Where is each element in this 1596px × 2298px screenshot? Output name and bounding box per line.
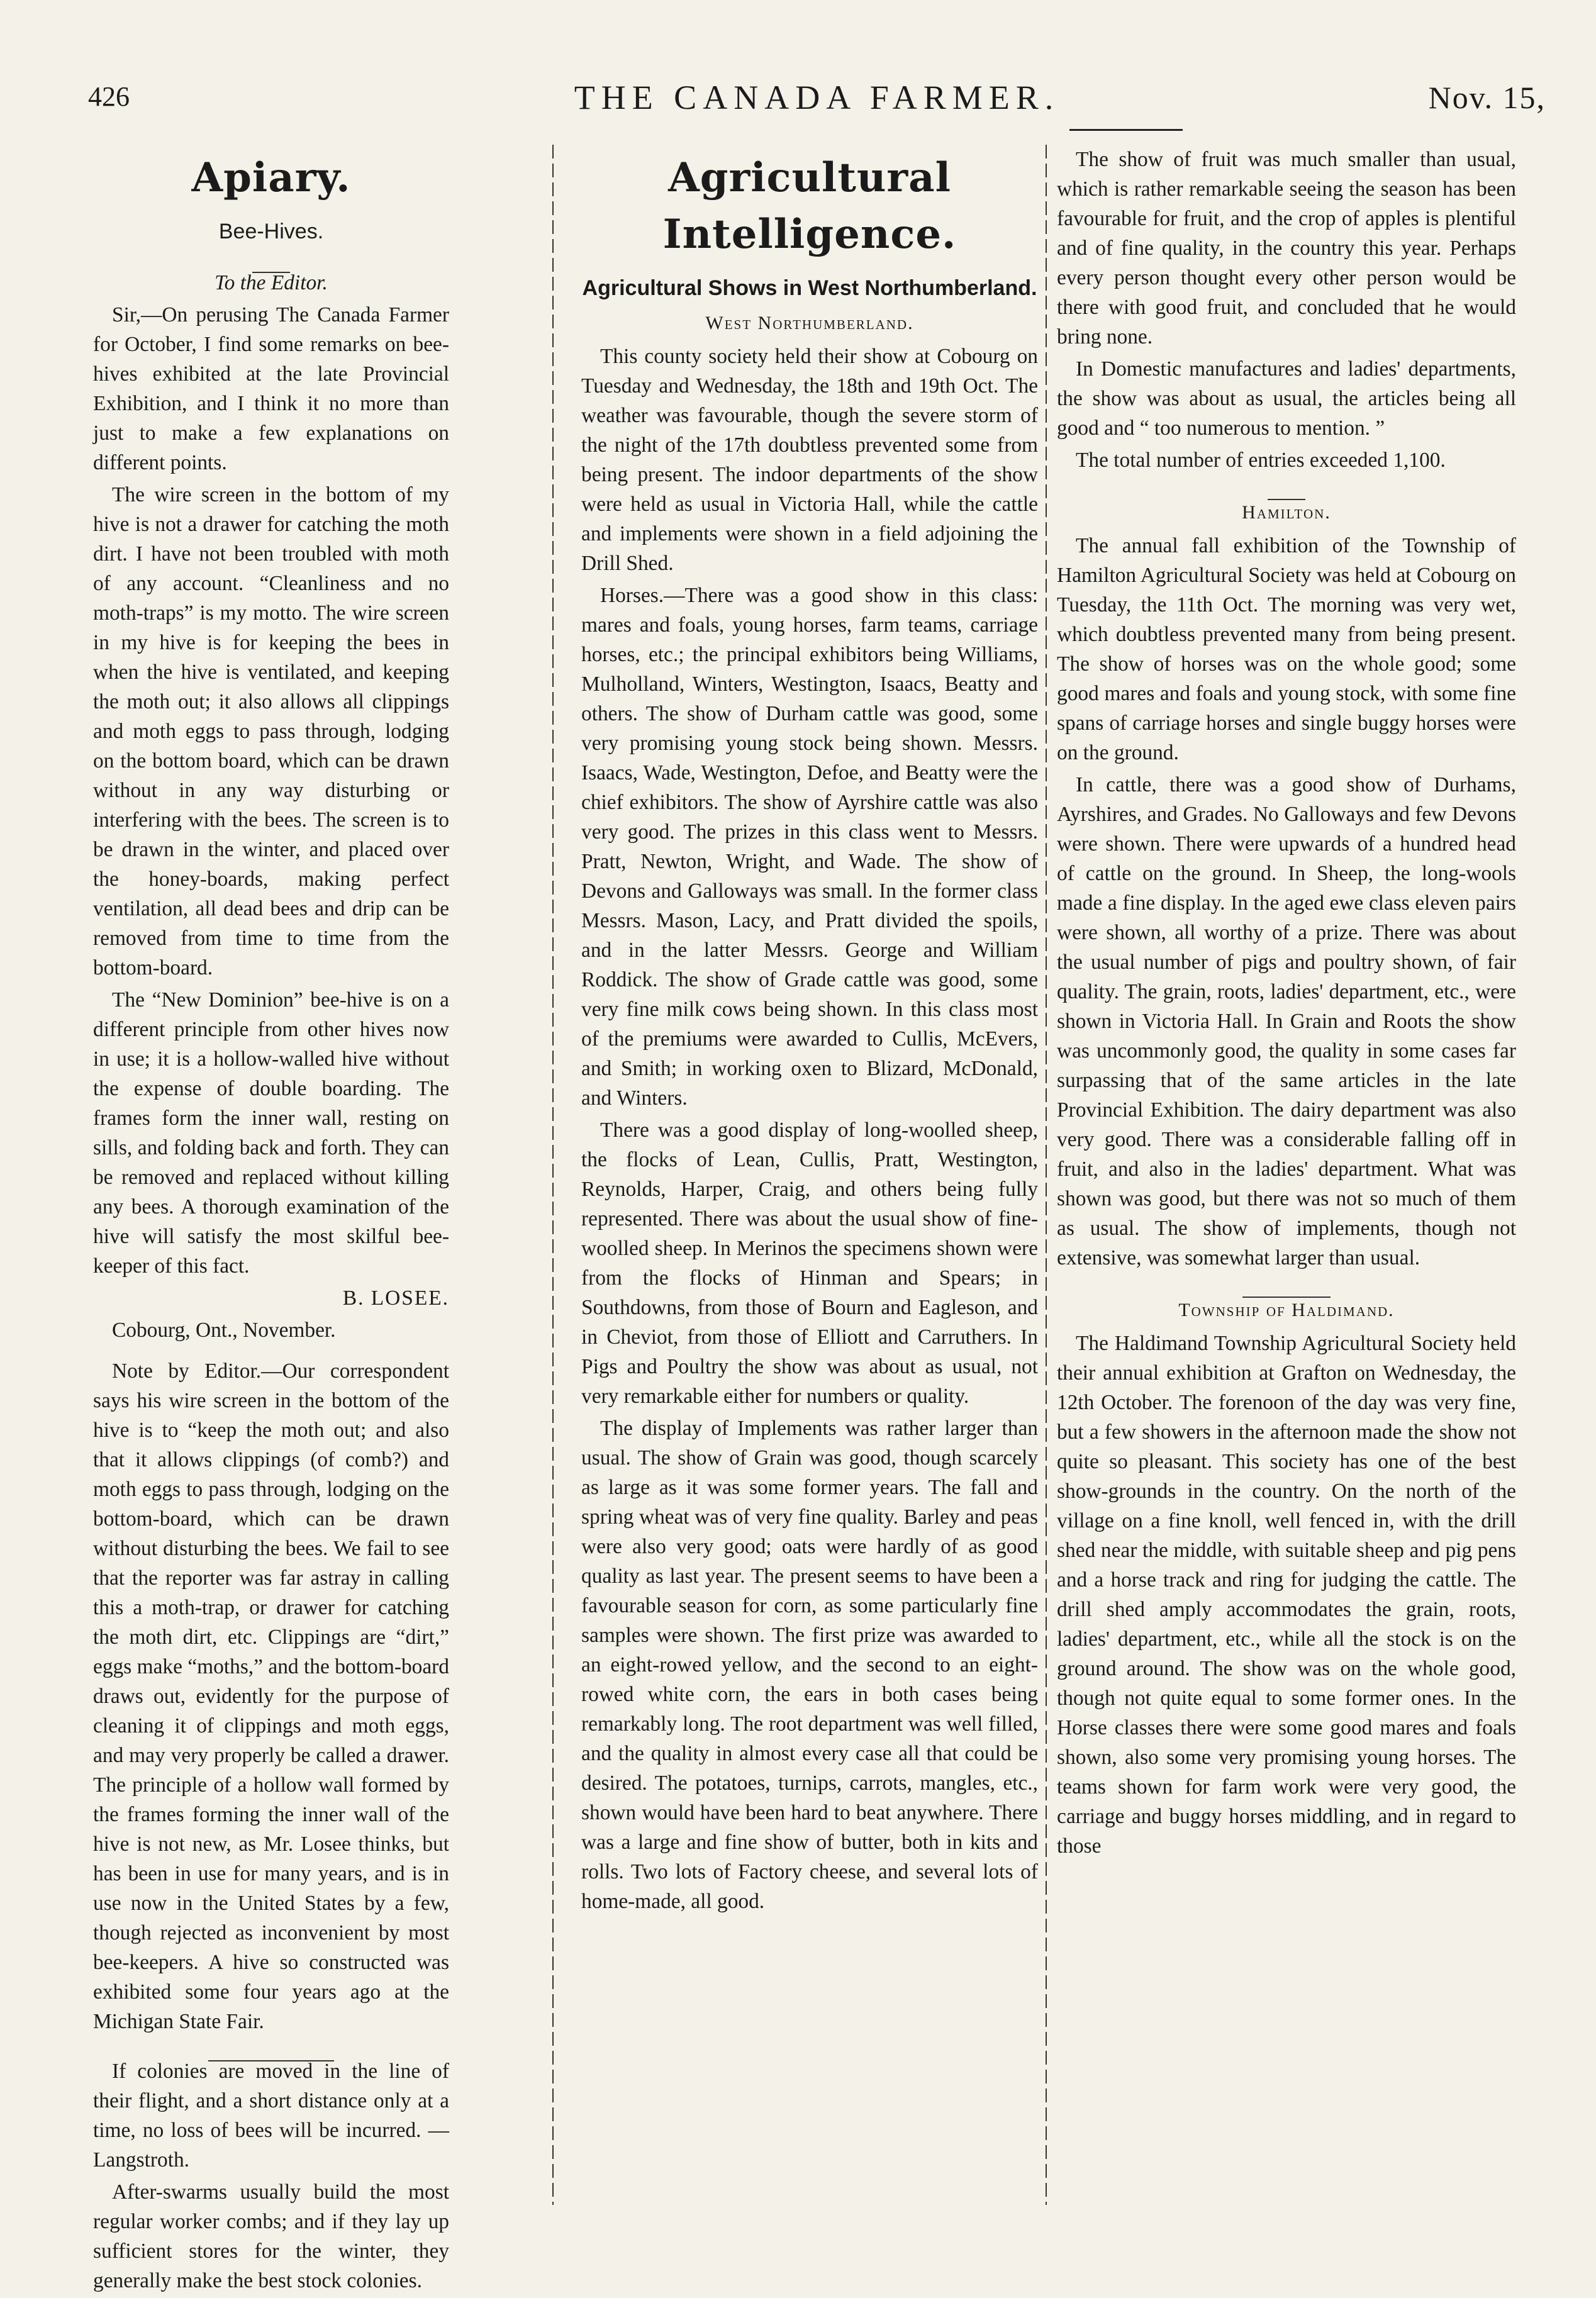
paragraph: The show of fruit was much smaller than usual, which is rather remarkable seeing the season has been favourable for fruit, and the crop of apples is plentiful and of fine quality, in the country this year. Perhaps every person thought every other person would be there with good fruit, and concluded that he would bring none.: [1057, 148, 1516, 349]
paragraph: After-swarms usually build the most regular worker combs; and if they lay up sufficient stores for the winter, they generally make the best stock colonies.: [93, 2180, 449, 2292]
dateline: Cobourg, Ont., November.: [112, 1319, 336, 1342]
salutation: To the Editor.: [215, 271, 328, 294]
section-heading-agricultural-intelligence: Agricultural Intelligence.: [662, 154, 957, 258]
separator: [93, 252, 449, 264]
paragraph: Horses.—There was a good show in this class: mares and foals, young horses, farm teams, carriage horses, etc.; the principal exhibitors being Williams, Mulholland, Winters, Westington, Isaacs, Beatty and others. The show of Durham cattle was good, some very promising young stock being shown. Messrs. Isaacs, Wade, Westington, Defoe, and Beatty were the chief exhibitors. The show of Ayrshire cattle was also very good. The prizes in this class went to Messrs. Pratt, Newton, Wright, and Wade. The show of Devons and Galloways was small. In the former class Messrs. Mason, Lacy, and Pratt divided the spoils, and in the latter Messrs. George and William Roddick. The show of Grade cattle was good, some very fine milk cows being shown. In this class most of the premiums were awarded to Cullis, McEvers, and Smith; in working oxen to Blizard, McDonald, and Winters.: [581, 584, 1038, 1110]
issue-date: Nov. 15,: [1428, 80, 1546, 115]
masthead: [88, 74, 1546, 131]
column-divider-2: [1046, 145, 1047, 2205]
paragraph: The Haldimand Township Agricultural Society held their annual exhibition at Grafton on Wednesday, the 12th October. The forenoon of the day was very fine, but a few showers in the afternoon made the show not quite so pleasant. This society has one of the best show-grounds in the country. On the north of the village on a fine knoll, well fenced in, with the drill shed near the middle, with suitable sheep and pig pens and a horse track and ring for judging the cattle. The drill shed amply accommodates the grain, roots, ladies' department, etc., while all the stock is on the ground around. The show was on the whole good, though not quite equal to some former ones. In the Horse classes there were some good mares and foals shown, also some very promising young horses. The teams shown for farm work were very good, the carriage and buggy horses middling, and in regard to those: [1057, 1332, 1516, 1858]
subsection-hamilton: Hamilton.: [1242, 502, 1331, 523]
paragraph: The display of Implements was rather larger than usual. The show of Grain was good, though scarcely as large as it was some former years. The fall and spring wheat was of very fine quality. Barley and peas were also very good; oats were hardly of as good quality as last year. The present seems to have been a favourable season for corn, as some particularly fine samples were shown. The first prize was awarded to an eight-rowed yellow, and the second to an eight-rowed white corn, the ears in both cases being remarkably long. The root department was well filled, and the quality in almost every case all that could be desired. The potatoes, turnips, carrots, mangles, etc., shown would have been hard to beat anywhere. There was a large and fine show of butter, both in kits and rolls. Two lots of Factory cheese, and several lots of home-made, all good.: [581, 1417, 1038, 1913]
article-title-shows: Agricultural Shows in West Northumberland.: [582, 276, 1037, 300]
paragraph: The annual fall exhibition of the Township of Hamilton Agricultural Society was held at Cobourg on Tuesday, the 11th Oct. The morning was very wet, which doubtless prevented many from being present. The show of horses was on the whole good; some good mares and foals and young stock, with some fine spans of carriage horses and single buggy horses were on the ground.: [1057, 534, 1516, 764]
masthead-rule-right: [1069, 129, 1183, 131]
paragraph: If colonies are moved in the line of their flight, and a short distance only at a time, no loss of bees will be incurred. —Langstroth.: [93, 2060, 449, 2172]
column-three: [1057, 145, 1516, 1863]
paragraph: The “New Dominion” bee-hive is on a different principle from other hives now in use; it is a hollow-walled hive without the expense of double boarding. The frames form the inner wall, resting on sills, and folding back and forth. They can be removed and replaced without killing any bees. A thorough examination of the hive will satisfy the most skilful bee-keeper of this fact.: [93, 988, 449, 1278]
column-apiary: [93, 145, 449, 2298]
publication-title: THE CANADA FARMER.: [574, 79, 1060, 116]
page-number: 426: [88, 81, 130, 112]
paragraph: The wire screen in the bottom of my hive is not a drawer for catching the moth dirt. I have not been troubled with moth of any account. “Cleanliness and no moth-traps” is my motto. The wire screen in my hive is for keeping the bees in when the hive is ventilated, and keeping the moth out; it also allows all clippings and moth eggs to pass through, lodging on the bottom board, which can be drawn without in any way disturbing or interfering with the bees. The screen is to be drawn in the winter, and placed over the honey-boards, making perfect ventilation, all dead bees and drip can be removed from time to time from the bottom-board.: [93, 483, 449, 979]
section-heading-apiary: Apiary.: [191, 154, 351, 201]
separator: [1057, 479, 1516, 491]
paragraph: In Domestic manufactures and ladies' departments, the show was about as usual, the articles being all good and “ too numerous to mention. ”: [1057, 357, 1516, 440]
separator: [1057, 1276, 1516, 1289]
subsection-west-northumberland: West Northumberland.: [705, 313, 914, 333]
article-title-bee-hives: Bee-Hives.: [218, 220, 324, 243]
paragraph: This county society held their show at Cobourg on Tuesday and Wednesday, the 18th and 19th Oct. The weather was favourable, though the severe storm of the night of the 17th doubtless prevented some from being present. The indoor departments of the show were held as usual in Victoria Hall, while the cattle and implements were shown in a field adjoining the Drill Shed.: [581, 345, 1038, 575]
paragraph: The total number of entries exceeded 1,100.: [1076, 449, 1446, 472]
subsection-haldimand: Township of Haldimand.: [1178, 1300, 1395, 1320]
paragraph: Sir,—On perusing The Canada Farmer for October, I find some remarks on bee-hives exhibited at the late Provincial Exhibition, and I think it no more than just to make a few explanations on different points.: [93, 303, 449, 474]
editor-note: Note by Editor.—Our correspondent says his wire screen in the bottom of the hive is to “keep the moth out; and also that it allows clippings (of comb?) and moth eggs to pass through, lodging on the bottom-board, which can be drawn without disturbing the bees. We fail to see that the reporter was far astray in calling this a moth-trap, or drawer for catching the moth dirt, etc. Clippings are “dirt,” eggs make “moths,” and the bottom-board draws out, evidently for the purpose of cleaning it of clippings and moth eggs, and may very properly be called a drawer. The principle of a hollow wall formed by the frames forming the inner wall of the hive is not new, as Mr. Losee thinks, but has been in use for many years, and is in use now in the United States by a few, though rejected as inconvenient by most bee-keepers. A hive so constructed was exhibited some four years ago at the Michigan State Fair.: [93, 1359, 449, 2033]
paragraph: In cattle, there was a good show of Durhams, Ayrshires, and Grades. No Galloways and few Devons were shown. There were upwards of a hundred head of cattle on the ground. In Sheep, the long-wools made a fine display. In the aged ewe class eleven pairs were shown, all worthy of a prize. There was about the usual number of pigs and poultry shown, of fair quality. The grain, roots, ladies' department, etc., were shown in Victoria Hall. In Grain and Roots the show was uncommonly good, the quality in some cases far surpassing that of the same articles in the late Provincial Exhibition. The dairy department was also very good. There was a considerable falling off in fruit, and also in the ladies' department. What was shown was good, but there was not so much of them as usual. The show of implements, though not extensive, was somewhat larger than usual.: [1057, 773, 1516, 1269]
signature: B. LOSEE.: [342, 1286, 449, 1310]
separator: [93, 2040, 449, 2053]
paragraph: There was a good display of long-woolled sheep, the flocks of Lean, Cullis, Pratt, Westington, Reynolds, Harper, Craig, and others being fully represented. There was about the usual show of fine-woolled sheep. In Merinos the specimens shown were from the flocks of Hinman and Spears; in Southdowns, from those of Bourn and Eagleson, and in Cheviot, from those of Elliott and Carruthers. In Pigs and Poultry the show was about as usual, not very remarkable either for numbers or quality.: [581, 1118, 1038, 1408]
column-divider-1: [552, 145, 554, 2205]
column-agricultural-intelligence: [581, 145, 1038, 1919]
